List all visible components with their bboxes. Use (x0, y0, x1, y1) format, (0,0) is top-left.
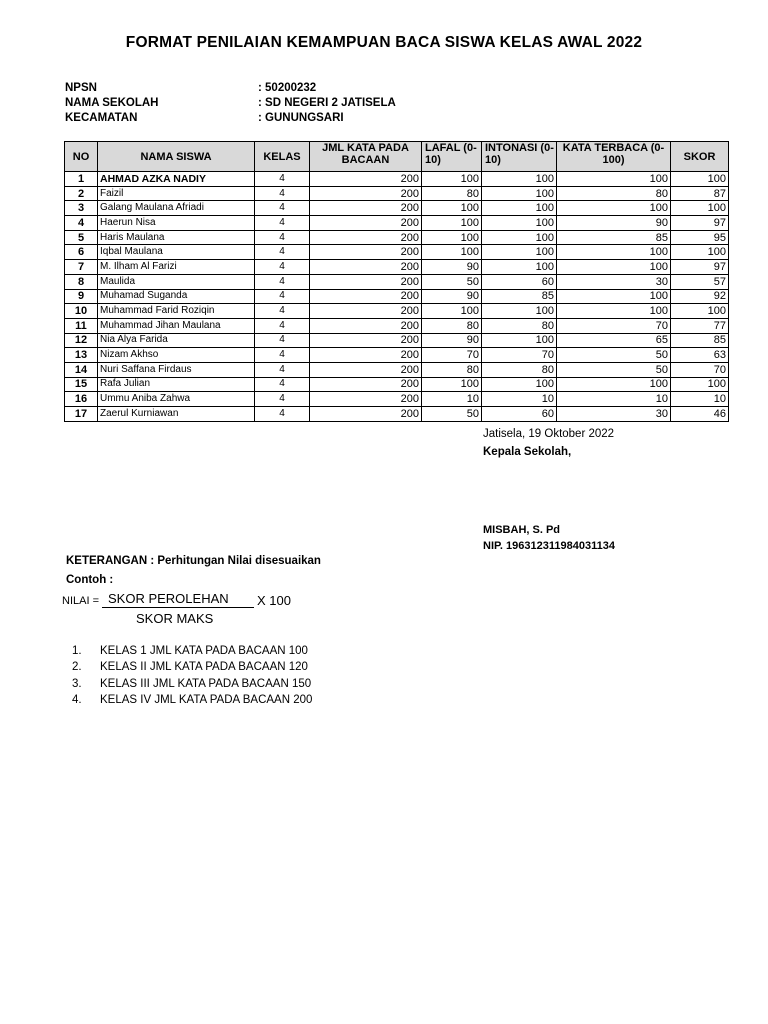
cell-jml-kata: 200 (310, 289, 422, 304)
cell-kelas: 4 (255, 186, 310, 201)
table-row (65, 289, 729, 304)
rule-item (72, 692, 312, 708)
cell-intonasi: 100 (482, 377, 557, 392)
info-label: KECAMATAN (65, 112, 138, 124)
cell-kelas: 4 (255, 333, 310, 348)
cell-kelas: 4 (255, 216, 310, 231)
cell-kelas: 4 (255, 274, 310, 289)
cell-no: 12 (65, 333, 98, 348)
cell-jml-kata: 200 (310, 201, 422, 216)
cell-skor: 97 (671, 216, 729, 231)
cell-kelas: 4 (255, 392, 310, 407)
table-row (65, 407, 729, 422)
table-row (65, 186, 729, 201)
cell-intonasi: 100 (482, 333, 557, 348)
formula-multiplier: X 100 (257, 593, 291, 608)
rule-item (72, 676, 312, 692)
cell-no: 11 (65, 318, 98, 333)
cell-jml-kata: 200 (310, 318, 422, 333)
cell-jml-kata: 200 (310, 230, 422, 245)
cell-nama-siswa: Muhamad Suganda (98, 289, 255, 304)
rule-text: KELAS III JML KATA PADA BACAAN 150 (100, 677, 312, 690)
cell-kata-terbaca: 100 (557, 201, 671, 216)
cell-nama-siswa: Rafa Julian (98, 377, 255, 392)
cell-jml-kata: 200 (310, 377, 422, 392)
cell-intonasi: 60 (482, 407, 557, 422)
rule-text: KELAS IV JML KATA PADA BACAAN 200 (100, 693, 313, 706)
cell-intonasi: 80 (482, 362, 557, 377)
cell-no: 15 (65, 377, 98, 392)
header-kata-terbaca: KATA TERBACA (0-100) (557, 142, 671, 172)
rule-number: 1. (72, 645, 82, 657)
info-label: NAMA SEKOLAH (65, 97, 159, 109)
header-skor: SKOR (671, 142, 729, 172)
cell-skor: 87 (671, 186, 729, 201)
cell-jml-kata: 200 (310, 245, 422, 260)
table-row (65, 333, 729, 348)
cell-no: 14 (65, 362, 98, 377)
rule-item (72, 643, 312, 659)
signature-place-date: Jatisela, 19 Oktober 2022 (483, 428, 615, 440)
cell-jml-kata: 200 (310, 186, 422, 201)
info-value: : GUNUNGSARI (258, 112, 344, 124)
info-value: : 50200232 (258, 82, 317, 94)
cell-nama-siswa: Muhammad Jihan Maulana (98, 318, 255, 333)
contoh-label: Contoh : (66, 574, 114, 586)
table-row (65, 260, 729, 275)
cell-jml-kata: 200 (310, 362, 422, 377)
cell-skor: 70 (671, 362, 729, 377)
table-row (65, 201, 729, 216)
cell-nama-siswa: Nuri Saffana Firdaus (98, 362, 255, 377)
document-title: FORMAT PENILAIAN KEMAMPUAN BACA SISWA KELAS AWAL 2022 (125, 34, 643, 51)
cell-kata-terbaca: 50 (557, 348, 671, 363)
table-row (65, 362, 729, 377)
cell-intonasi: 70 (482, 348, 557, 363)
cell-kata-terbaca: 100 (557, 172, 671, 187)
cell-no: 4 (65, 216, 98, 231)
cell-lafal: 80 (422, 318, 482, 333)
cell-jml-kata: 200 (310, 348, 422, 363)
header-no: NO (65, 142, 98, 172)
formula-label: NILAI = (62, 595, 99, 607)
rules-list (72, 643, 312, 708)
cell-nama-siswa: M. Ilham Al Farizi (98, 260, 255, 275)
rule-text: KELAS 1 JML KATA PADA BACAAN 100 (100, 645, 308, 657)
table-row (65, 230, 729, 245)
rule-number: 3. (72, 677, 82, 690)
rule-text: KELAS II JML KATA PADA BACAAN 120 (100, 661, 308, 674)
cell-kelas: 4 (255, 377, 310, 392)
cell-skor: 95 (671, 230, 729, 245)
cell-kata-terbaca: 100 (557, 304, 671, 319)
cell-lafal: 100 (422, 377, 482, 392)
cell-lafal: 90 (422, 289, 482, 304)
cell-intonasi: 10 (482, 392, 557, 407)
cell-no: 7 (65, 260, 98, 275)
cell-lafal: 100 (422, 201, 482, 216)
cell-intonasi: 100 (482, 172, 557, 187)
formula-numerator: SKOR PEROLEHAN (108, 591, 229, 606)
cell-kelas: 4 (255, 201, 310, 216)
header-lafal: LAFAL (0-10) (422, 142, 482, 172)
cell-kata-terbaca: 10 (557, 392, 671, 407)
cell-kata-terbaca: 30 (557, 274, 671, 289)
cell-kelas: 4 (255, 230, 310, 245)
cell-skor: 57 (671, 274, 729, 289)
cell-lafal: 100 (422, 245, 482, 260)
cell-skor: 100 (671, 201, 729, 216)
header-nama-siswa: NAMA SISWA (98, 142, 255, 172)
cell-nama-siswa: Maulida (98, 274, 255, 289)
cell-jml-kata: 200 (310, 392, 422, 407)
keterangan-note: KETERANGAN : Perhitungan Nilai disesuaikan (66, 555, 321, 567)
cell-kata-terbaca: 85 (557, 230, 671, 245)
table-row (65, 274, 729, 289)
cell-no: 10 (65, 304, 98, 319)
cell-lafal: 100 (422, 304, 482, 319)
header-jml-kata: JML KATA PADA BACAAN (310, 142, 422, 172)
cell-lafal: 90 (422, 260, 482, 275)
formula-denominator: SKOR MAKS (136, 611, 214, 626)
cell-no: 6 (65, 245, 98, 260)
rule-item (72, 659, 312, 675)
cell-nama-siswa: Ummu Aniba Zahwa (98, 392, 255, 407)
cell-kelas: 4 (255, 362, 310, 377)
cell-kelas: 4 (255, 289, 310, 304)
cell-nama-siswa: Iqbal Maulana (98, 245, 255, 260)
table-row (65, 348, 729, 363)
table-row (65, 245, 729, 260)
header-intonasi: INTONASI (0-10) (482, 142, 557, 172)
cell-nama-siswa: Haerun Nisa (98, 216, 255, 231)
cell-kata-terbaca: 90 (557, 216, 671, 231)
cell-kelas: 4 (255, 260, 310, 275)
signature-name: MISBAH, S. Pd (483, 524, 561, 536)
cell-intonasi: 80 (482, 318, 557, 333)
cell-lafal: 90 (422, 333, 482, 348)
table-header-row (65, 142, 729, 172)
cell-jml-kata: 200 (310, 172, 422, 187)
cell-kata-terbaca: 65 (557, 333, 671, 348)
signature-nip: NIP. 196312311984031134 (483, 540, 615, 552)
cell-kelas: 4 (255, 172, 310, 187)
cell-kelas: 4 (255, 304, 310, 319)
cell-kata-terbaca: 100 (557, 377, 671, 392)
cell-nama-siswa: Nia Alya Farida (98, 333, 255, 348)
cell-lafal: 100 (422, 172, 482, 187)
cell-nama-siswa: Muhammad Farid Roziqin (98, 304, 255, 319)
cell-intonasi: 100 (482, 216, 557, 231)
cell-intonasi: 100 (482, 304, 557, 319)
cell-skor: 100 (671, 377, 729, 392)
table-row (65, 304, 729, 319)
formula-fraction-line (102, 607, 254, 608)
cell-no: 16 (65, 392, 98, 407)
cell-no: 1 (65, 172, 98, 187)
cell-skor: 100 (671, 304, 729, 319)
cell-nama-siswa: Galang Maulana Afriadi (98, 201, 255, 216)
cell-kelas: 4 (255, 407, 310, 422)
table-row (65, 392, 729, 407)
cell-intonasi: 60 (482, 274, 557, 289)
table-row (65, 172, 729, 187)
cell-intonasi: 100 (482, 230, 557, 245)
info-label: NPSN (65, 82, 97, 94)
cell-jml-kata: 200 (310, 333, 422, 348)
rule-number: 2. (72, 661, 82, 674)
cell-jml-kata: 200 (310, 216, 422, 231)
cell-lafal: 100 (422, 230, 482, 245)
cell-jml-kata: 200 (310, 304, 422, 319)
cell-no: 5 (65, 230, 98, 245)
score-table (64, 141, 729, 422)
rule-number: 4. (72, 693, 82, 706)
cell-no: 17 (65, 407, 98, 422)
cell-no: 3 (65, 201, 98, 216)
cell-lafal: 80 (422, 362, 482, 377)
cell-lafal: 50 (422, 274, 482, 289)
cell-intonasi: 85 (482, 289, 557, 304)
cell-kata-terbaca: 30 (557, 407, 671, 422)
cell-kata-terbaca: 70 (557, 318, 671, 333)
cell-kata-terbaca: 100 (557, 245, 671, 260)
cell-kelas: 4 (255, 348, 310, 363)
table-row (65, 216, 729, 231)
cell-lafal: 70 (422, 348, 482, 363)
cell-intonasi: 100 (482, 186, 557, 201)
cell-kelas: 4 (255, 245, 310, 260)
table-row (65, 377, 729, 392)
cell-jml-kata: 200 (310, 407, 422, 422)
cell-skor: 85 (671, 333, 729, 348)
cell-jml-kata: 200 (310, 274, 422, 289)
info-value: : SD NEGERI 2 JATISELA (258, 97, 396, 109)
cell-jml-kata: 200 (310, 260, 422, 275)
cell-skor: 10 (671, 392, 729, 407)
cell-lafal: 100 (422, 216, 482, 231)
cell-skor: 100 (671, 245, 729, 260)
cell-intonasi: 100 (482, 260, 557, 275)
cell-intonasi: 100 (482, 245, 557, 260)
cell-skor: 77 (671, 318, 729, 333)
cell-skor: 46 (671, 407, 729, 422)
cell-skor: 92 (671, 289, 729, 304)
cell-kata-terbaca: 80 (557, 186, 671, 201)
cell-skor: 100 (671, 172, 729, 187)
cell-kata-terbaca: 100 (557, 289, 671, 304)
cell-nama-siswa: AHMAD AZKA NADIY (98, 172, 255, 187)
cell-no: 9 (65, 289, 98, 304)
cell-lafal: 80 (422, 186, 482, 201)
cell-no: 2 (65, 186, 98, 201)
cell-intonasi: 100 (482, 201, 557, 216)
cell-skor: 97 (671, 260, 729, 275)
cell-kata-terbaca: 100 (557, 260, 671, 275)
cell-nama-siswa: Zaerul Kurniawan (98, 407, 255, 422)
cell-no: 8 (65, 274, 98, 289)
cell-nama-siswa: Haris Maulana (98, 230, 255, 245)
table-row (65, 318, 729, 333)
cell-lafal: 10 (422, 392, 482, 407)
cell-nama-siswa: Faizil (98, 186, 255, 201)
cell-kata-terbaca: 50 (557, 362, 671, 377)
cell-nama-siswa: Nizam Akhso (98, 348, 255, 363)
header-kelas: KELAS (255, 142, 310, 172)
cell-kelas: 4 (255, 318, 310, 333)
signature-role: Kepala Sekolah, (483, 446, 572, 458)
cell-lafal: 50 (422, 407, 482, 422)
cell-no: 13 (65, 348, 98, 363)
cell-skor: 63 (671, 348, 729, 363)
